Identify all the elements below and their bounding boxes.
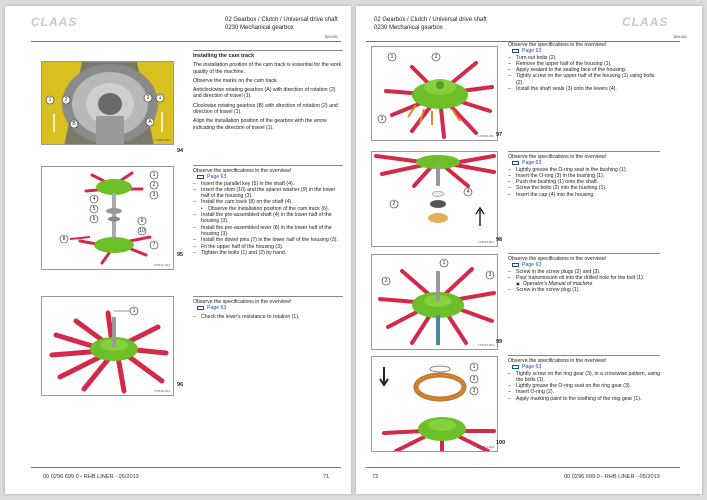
figure-97 bbox=[371, 46, 498, 141]
figure-94-image bbox=[42, 62, 174, 145]
svg-text:9: 9 bbox=[140, 218, 144, 224]
sub-step-item: • Observe the installation position of the cam track (6). bbox=[193, 206, 343, 212]
step-item: – Install the cam track (8) on the shaft (4). bbox=[193, 199, 343, 205]
svg-text:2: 2 bbox=[146, 95, 150, 101]
step-item: – Screw in the screw plug (1). bbox=[508, 287, 660, 293]
figure-95-image bbox=[42, 167, 174, 270]
step-list bbox=[508, 371, 660, 402]
book-icon bbox=[512, 263, 519, 267]
figure-99-code: 175140-001 bbox=[477, 343, 494, 347]
section-assembly-steps bbox=[193, 165, 343, 256]
svg-text:10: 10 bbox=[139, 228, 145, 234]
breadcrumb bbox=[374, 16, 487, 32]
step-item: – Apply marking paint to the toothing of the ring gear (1). bbox=[508, 396, 660, 402]
figure-98-number: 98 bbox=[496, 237, 503, 243]
step-item: – Insert the parallel key (5) in the shaft (4). bbox=[193, 181, 343, 187]
step-item: – Tightly screw on the upper half of the housing (1) using bolts (2). bbox=[508, 73, 660, 86]
section-title: Installing the cam track bbox=[193, 53, 255, 59]
step-item: – Pour transmission oil into the drilled hole for the bolt (1). bbox=[508, 275, 660, 281]
svg-text:5: 5 bbox=[92, 206, 96, 212]
footer-doc-ref: 00 0296 699 0 - RHB LINER - 05/2013 bbox=[43, 474, 139, 480]
figure-98-image bbox=[372, 152, 498, 247]
book-icon bbox=[512, 365, 519, 369]
figure-94-code: 171666-001 bbox=[153, 138, 170, 142]
step-item: – Tightly screw on the ring gear (3), in a crosswise pattern, using the bolts (1). bbox=[508, 371, 660, 384]
svg-text:4: 4 bbox=[466, 189, 470, 195]
svg-text:2: 2 bbox=[384, 278, 388, 284]
section-installing-cam-track bbox=[193, 50, 343, 134]
book-icon bbox=[512, 49, 519, 53]
svg-text:2: 2 bbox=[152, 182, 156, 188]
step-list bbox=[193, 181, 343, 257]
svg-text:8: 8 bbox=[62, 236, 66, 242]
step-item: – Lightly grease the O-ring seat in the bushing (1). bbox=[508, 167, 660, 173]
book-icon bbox=[512, 161, 519, 165]
footer-rule bbox=[366, 467, 680, 468]
svg-text:7: 7 bbox=[152, 242, 156, 248]
paragraph: Observe the marks on the cam track. bbox=[193, 77, 279, 84]
page-reference-label: Page 63 bbox=[522, 160, 542, 167]
book-icon bbox=[197, 175, 204, 179]
step-list bbox=[193, 314, 343, 320]
figure-96 bbox=[41, 296, 174, 396]
svg-text:1: 1 bbox=[472, 364, 476, 370]
figure-95 bbox=[41, 166, 174, 270]
doc-id: 824-001 bbox=[674, 35, 687, 39]
step-list bbox=[508, 269, 660, 294]
svg-text:1: 1 bbox=[132, 308, 136, 314]
figure-97-code: 175150-001 bbox=[477, 134, 494, 138]
step-item: – Tighten the bolts (1) and (2) by hand. bbox=[193, 250, 343, 256]
figure-99-image bbox=[372, 255, 498, 350]
section-ring-gear bbox=[508, 355, 660, 402]
intro-text: Observe the specifications in the overview! bbox=[508, 358, 607, 364]
section-remove-housing bbox=[508, 42, 660, 92]
step-item: – Install the pre-assembled lever (8) in the lower half of the housing (3). bbox=[193, 225, 343, 238]
svg-text:2: 2 bbox=[472, 376, 476, 382]
step-item: – Turn out bolts (2). bbox=[508, 55, 660, 61]
page-reference-label: Page 63 bbox=[522, 48, 542, 55]
svg-text:1: 1 bbox=[158, 95, 162, 101]
figure-97-image bbox=[372, 47, 498, 141]
step-item: – Fit the upper half of the housing (3). bbox=[193, 244, 343, 250]
figure-97-number: 97 bbox=[496, 132, 503, 138]
subsection-title: 0230 Mechanical gearbox bbox=[374, 25, 443, 31]
page-reference-label: Page 63 bbox=[522, 262, 542, 269]
claas-logo: CLAAS bbox=[622, 15, 669, 29]
step-list bbox=[508, 55, 660, 93]
figure-100-code: 175571-001 bbox=[477, 445, 494, 449]
page-number: 71 bbox=[323, 474, 330, 480]
header-rule bbox=[31, 41, 341, 42]
breadcrumb-text: 02 Gearbox / Clutch / Universal drive shaft bbox=[374, 17, 487, 23]
svg-text:2: 2 bbox=[434, 54, 438, 60]
figure-99 bbox=[371, 254, 498, 350]
footer-doc-ref: 00 0296 699 0 - RHB LINER - 05/2013 bbox=[564, 474, 660, 480]
intro-text: Observe the specifications in the overview! bbox=[508, 154, 607, 160]
page-reference-label: Page 63 bbox=[207, 174, 227, 181]
step-item: – Install the pre-assembled shaft (4) in the lower half of the housing (3). bbox=[193, 212, 343, 225]
step-item: – Apply sealant to the sealing face of the housing. bbox=[508, 67, 660, 73]
step-item: – Install the shaft seals (3) onto the levers (4). bbox=[508, 86, 660, 92]
step-item: – Insert the cap (4) into the housing. bbox=[508, 192, 660, 198]
paragraph: Clockwise rotating gearbox (B) with direction of rotation (2) and direction of travel (1). bbox=[193, 102, 338, 116]
svg-text:2: 2 bbox=[392, 201, 396, 207]
svg-text:3: 3 bbox=[152, 192, 156, 198]
step-item: – Insert the shim (10) and the spacer washer (9) in the lower half of the housing (3). bbox=[193, 187, 343, 200]
svg-text:1: 1 bbox=[442, 260, 446, 266]
svg-text:2: 2 bbox=[64, 97, 68, 103]
figure-100-image bbox=[372, 357, 498, 452]
figure-96-number: 96 bbox=[177, 382, 184, 388]
step-item: – Insert the O-ring (3) in the bushing (1). bbox=[508, 173, 660, 179]
svg-text:4: 4 bbox=[92, 196, 96, 202]
figure-96-code: 175139-001 bbox=[153, 389, 170, 393]
intro-text: Observe the specifications in the overview! bbox=[508, 256, 607, 262]
figure-95-code: 175137-001 bbox=[153, 263, 170, 267]
figure-96-image bbox=[42, 297, 174, 396]
figure-98-code: 175133-001 bbox=[477, 240, 494, 244]
svg-text:6: 6 bbox=[92, 216, 96, 222]
step-item: – Install the dowel pins (7) in the lower half of the housing (3). bbox=[193, 237, 343, 243]
figure-100-number: 100 bbox=[496, 440, 506, 446]
figure-94-number: 94 bbox=[177, 148, 184, 154]
figure-94 bbox=[41, 61, 174, 145]
page-number: 72 bbox=[372, 474, 379, 480]
page-reference-label: Page 63 bbox=[207, 305, 227, 312]
paragraph: The installation position of the cam track is essential for the work quality of the machine. bbox=[193, 62, 342, 75]
step-item: – Push the bushing (1) onto the shaft. bbox=[508, 179, 660, 185]
page-reference-link[interactable] bbox=[193, 305, 343, 311]
step-item: – Check the lever's resistance to rotation (1). bbox=[193, 314, 343, 320]
breadcrumb-text: 02 Gearbox / Clutch / Universal drive shaft bbox=[225, 17, 338, 23]
intro-text: Observe the specifications in the overview! bbox=[193, 168, 292, 174]
step-item: – Remove the upper half of the housing (1). bbox=[508, 61, 660, 67]
figure-100 bbox=[371, 356, 498, 452]
book-icon bbox=[197, 306, 204, 310]
subsection-title: 0230 Mechanical gearbox bbox=[225, 25, 294, 31]
step-item: – Insert O-ring (2). bbox=[508, 389, 660, 395]
figure-95-number: 95 bbox=[177, 252, 184, 258]
footer-rule bbox=[31, 467, 341, 468]
step-item: – Lightly grease the O-ring seat on the ring gear (3). bbox=[508, 383, 660, 389]
breadcrumb bbox=[225, 16, 338, 32]
intro-text: Observe the specifications in the overview! bbox=[193, 299, 292, 305]
page-reference-label: Page 63 bbox=[522, 364, 542, 371]
svg-text:1: 1 bbox=[390, 54, 394, 60]
svg-text:1: 1 bbox=[152, 172, 156, 178]
figure-99-number: 99 bbox=[496, 339, 503, 345]
claas-logo: CLAAS bbox=[31, 15, 78, 29]
section-bushing bbox=[508, 151, 660, 198]
section-screw-plugs bbox=[508, 253, 660, 294]
section-check-lever bbox=[193, 296, 343, 320]
step-item: – Screw in the screw plugs (2) and (3). bbox=[508, 269, 660, 275]
manual-reference-note: ▣ Operator's Manual of machine bbox=[508, 281, 660, 287]
svg-text:1: 1 bbox=[48, 97, 52, 103]
svg-text:3: 3 bbox=[472, 388, 476, 394]
step-list bbox=[508, 167, 660, 198]
left-page bbox=[5, 6, 351, 494]
doc-id: 824-001 bbox=[325, 35, 338, 39]
step-item: – Screw the bolts (2) into the bushing (1). bbox=[508, 185, 660, 191]
svg-text:3: 3 bbox=[488, 272, 492, 278]
svg-text:B: B bbox=[72, 121, 76, 127]
paragraph: Anticlockwise rotating gearbox (A) with direction of rotation (2) and direction of travel (1). bbox=[193, 87, 336, 100]
figure-98 bbox=[371, 151, 498, 247]
paragraph: Align the installation position of the gearbox with the arrow indicating the direction of travel (1). bbox=[193, 118, 327, 131]
intro-text: Observe the specifications in the overview! bbox=[508, 42, 607, 48]
right-page bbox=[356, 6, 702, 494]
svg-text:A: A bbox=[148, 119, 152, 125]
svg-text:3: 3 bbox=[380, 116, 384, 122]
